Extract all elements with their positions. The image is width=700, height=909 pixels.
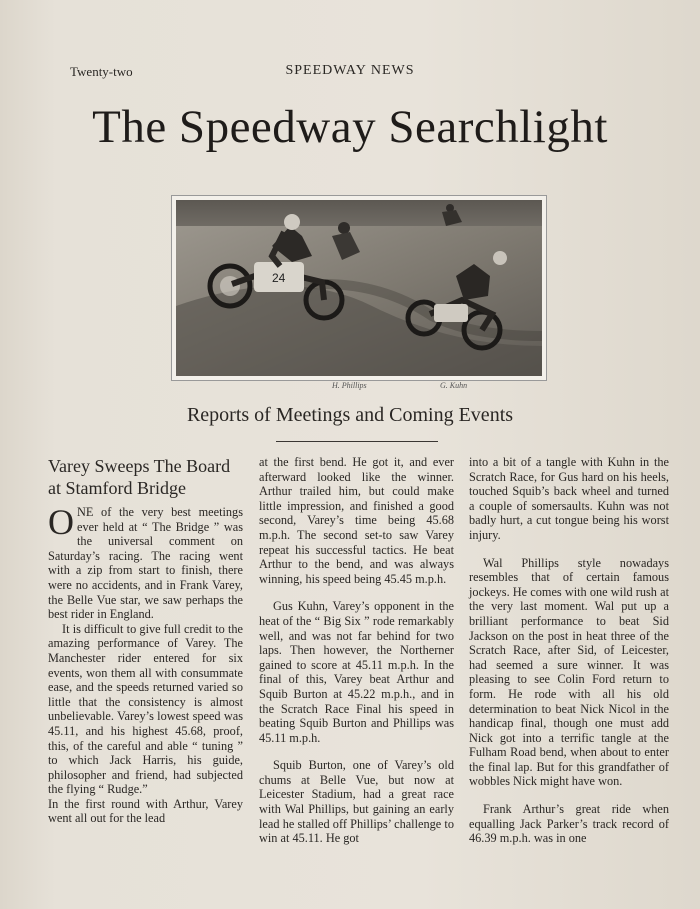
article-column-3 (469, 455, 669, 846)
article-paragraph: It is difficult to give full credit to the amazing performance of Varey. The Manchester rider entered for six events, won them all with consummate ease, and the speeds returned varied so little that the consistency is almost unbelievable. Varey’s lowest speed was 45.11, and his highest 45.68, proof, this, of the careful and able “ tuning ” to which Jack Harris, his guide, philosopher and friend, had subjected the flying “ Rudge.” (48, 621, 243, 797)
publication-name: SPEEDWAY NEWS (285, 63, 415, 78)
page-title: The Speedway Searchlight (92, 101, 608, 153)
article-paragraph: Wal Phillips style nowadays resembles that of certain famous jockeys. He comes with one wild rush at the very last moment. Wal put up a brilliant performance to beat Sid Jackson on the post in heat three of the Scratch Race, after Sid, of Leicester, had seemed a sure winner. It was pleasing to see Colin Ford return to form. He rode with all his old determination to beat Nick Nicol in the handicap final, though one must add Nick got into a terrific tangle at the Fulham Road bend, when about to enter the final lap. But for this grandfather of wobbles Nick might have won. (469, 555, 669, 789)
page-number: Twenty-two (70, 64, 133, 79)
article-paragraph: at the first bend. He got it, and ever afterward looked like the winner. Arthur trailed him, but could make little impression, and finished a good second, Varey’s time being 45.68 m.p.h. The second set-to saw Varey repeat his successful tactics. He beat Arthur to the bend, and was always winning, his speed being 45.45 m.p.h. (259, 455, 454, 586)
svg-text:24: 24 (272, 271, 286, 285)
section-subtitle: Reports of Meetings and Coming Events (186, 404, 514, 426)
article-paragraph: Frank Arthur’s great ride when equalling Jack Parker’s track record of 46.39 m.p.h. was in one (469, 802, 669, 846)
article-column-2 (259, 455, 454, 846)
article-column-1 (48, 455, 243, 826)
divider-rule (276, 441, 438, 442)
speedway-photo (172, 196, 546, 380)
article-paragraph: Squib Burton, one of Varey’s old chums at Belle Vue, but now at Leicester Stadium, had a great race with Wal Phillips, but gaining an early lead he stalled off Phillips’ challenge to win at 45.11. He got (259, 758, 454, 846)
running-header (68, 64, 632, 82)
article-paragraph: Gus Kuhn, Varey’s opponent in the heat of the “ Big Six ” rode remarkably well, and was not far behind for two laps. Then however, the Northerner gained to score at 45.11 m.p.h. In the final of this, Varey beat Arthur and Squib Burton at 45.22 m.p.h., and in the Scratch Race Final his speed in beating Squib Burton and Phillips was 45.11 m.p.h. (259, 599, 454, 745)
article-paragraph: In the first round with Arthur, Varey went all out for the lead (48, 796, 243, 826)
article-heading: Varey Sweeps The Board at Stamford Bridge (48, 456, 231, 498)
photo-caption-left: H. Phillips (332, 381, 367, 390)
paragraph-text: NE of the very best meetings ever held at “ The Bridge ” was the universal comment on Saturday’s racing. The racing went with a zip from start to finish, there were no accidents, and in Frank Varey, the Belle Vue star, we saw perhaps the best rider in England. (48, 505, 243, 622)
sidecar-race-image (172, 196, 546, 380)
drop-cap: O (48, 502, 74, 542)
article-paragraph (48, 502, 243, 622)
photo-caption-right: G. Kuhn (440, 381, 468, 390)
article-paragraph: into a bit of a tangle with Kuhn in the Scratch Race, for Gus hard on his heels, touched Squib’s back wheel and turned a couple of somersaults. Kuhn was not badly hurt, a cut tongue being his worst injury. (469, 455, 669, 542)
